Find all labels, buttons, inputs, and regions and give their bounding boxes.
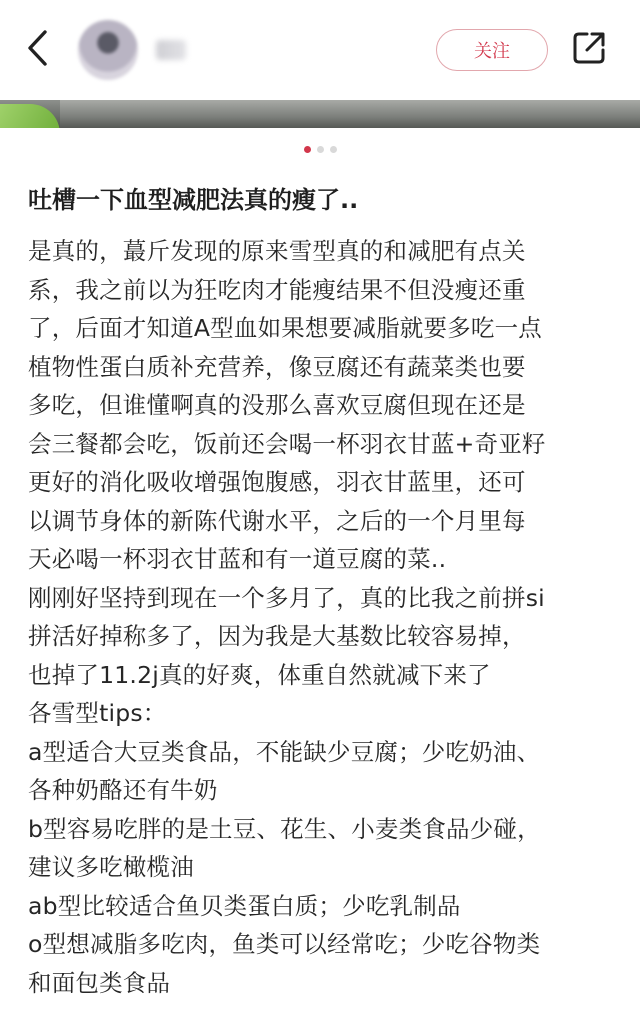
carousel-dot [330,146,337,153]
follow-button[interactable]: 关注 [436,29,548,71]
post-image [60,100,640,128]
chevron-left-icon [25,28,51,72]
post-image-carousel[interactable] [0,100,640,128]
post-body [28,232,628,1002]
post-body-line: 是真的，蕞斤发现的原来雪型真的和减肥有点关 [28,237,526,265]
post-body-line: 多吃，但谁懂啊真的没那么喜欢豆腐但现在还是 [28,391,526,419]
carousel-dot-active [304,146,311,153]
post-body-line: 更好的消化吸收增强饱腹感，羽衣甘蓝里，还可 [28,468,526,496]
back-button[interactable] [18,28,58,72]
post-body-line: 以调节身体的新陈代谢水平，之后的一个月里每 [28,506,526,535]
post-body-line: 建议多吃橄榄油 [28,853,194,881]
post-image-leaf [0,104,60,128]
post-body-line: 了，后面才知道A型血如果想要减脂就要多吃一点 [28,314,542,342]
post-title: 吐槽一下血型减肥法真的瘦了.. [28,186,359,214]
post-body-line: ab型比较适合鱼贝类蛋白质；少吃乳制品 [28,891,461,920]
post-body-line: o型想减脂多吃肉，鱼类可以经常吃；少吃谷物类 [28,930,541,958]
post-body-line: 也掉了11.2j真的好爽，体重自然就减下来了 [28,660,491,689]
post-body-line: 系，我之前以为狂吃肉才能瘦结果不但没瘦还重 [28,275,526,304]
username-blurred[interactable] [156,40,186,60]
post-body-line: 各雪型tips： [28,699,167,727]
post-body-line: a型适合大豆类食品，不能缺少豆腐；少吃奶油、 [28,737,541,766]
post-body-line: 会三餐都会吃，饭前还会喝一杯羽衣甘蓝+奇亚籽 [28,429,546,458]
post-body-line: 天必喝一杯羽衣甘蓝和有一道豆腐的菜.. [28,545,447,573]
carousel-dot [317,146,324,153]
post-body-line: 刚刚好坚持到现在一个多月了，真的比我之前拼si [28,583,545,612]
share-icon [571,30,607,70]
post-body-line: 各种奶酪还有牛奶 [28,776,218,804]
avatar[interactable] [78,20,138,80]
post-body-line: 植物性蛋白质补充营养，像豆腐还有蔬菜类也要 [28,352,526,381]
top-bar [0,0,640,100]
post-body-line: 拼活好掉称多了，因为我是大基数比较容易掉， [28,622,526,650]
post-body-line: b型容易吃胖的是土豆、花生、小麦类食品少碰， [28,814,541,843]
share-button[interactable] [570,31,608,69]
carousel-indicator [0,144,640,154]
post-body-line: 和面包类食品 [28,968,171,997]
